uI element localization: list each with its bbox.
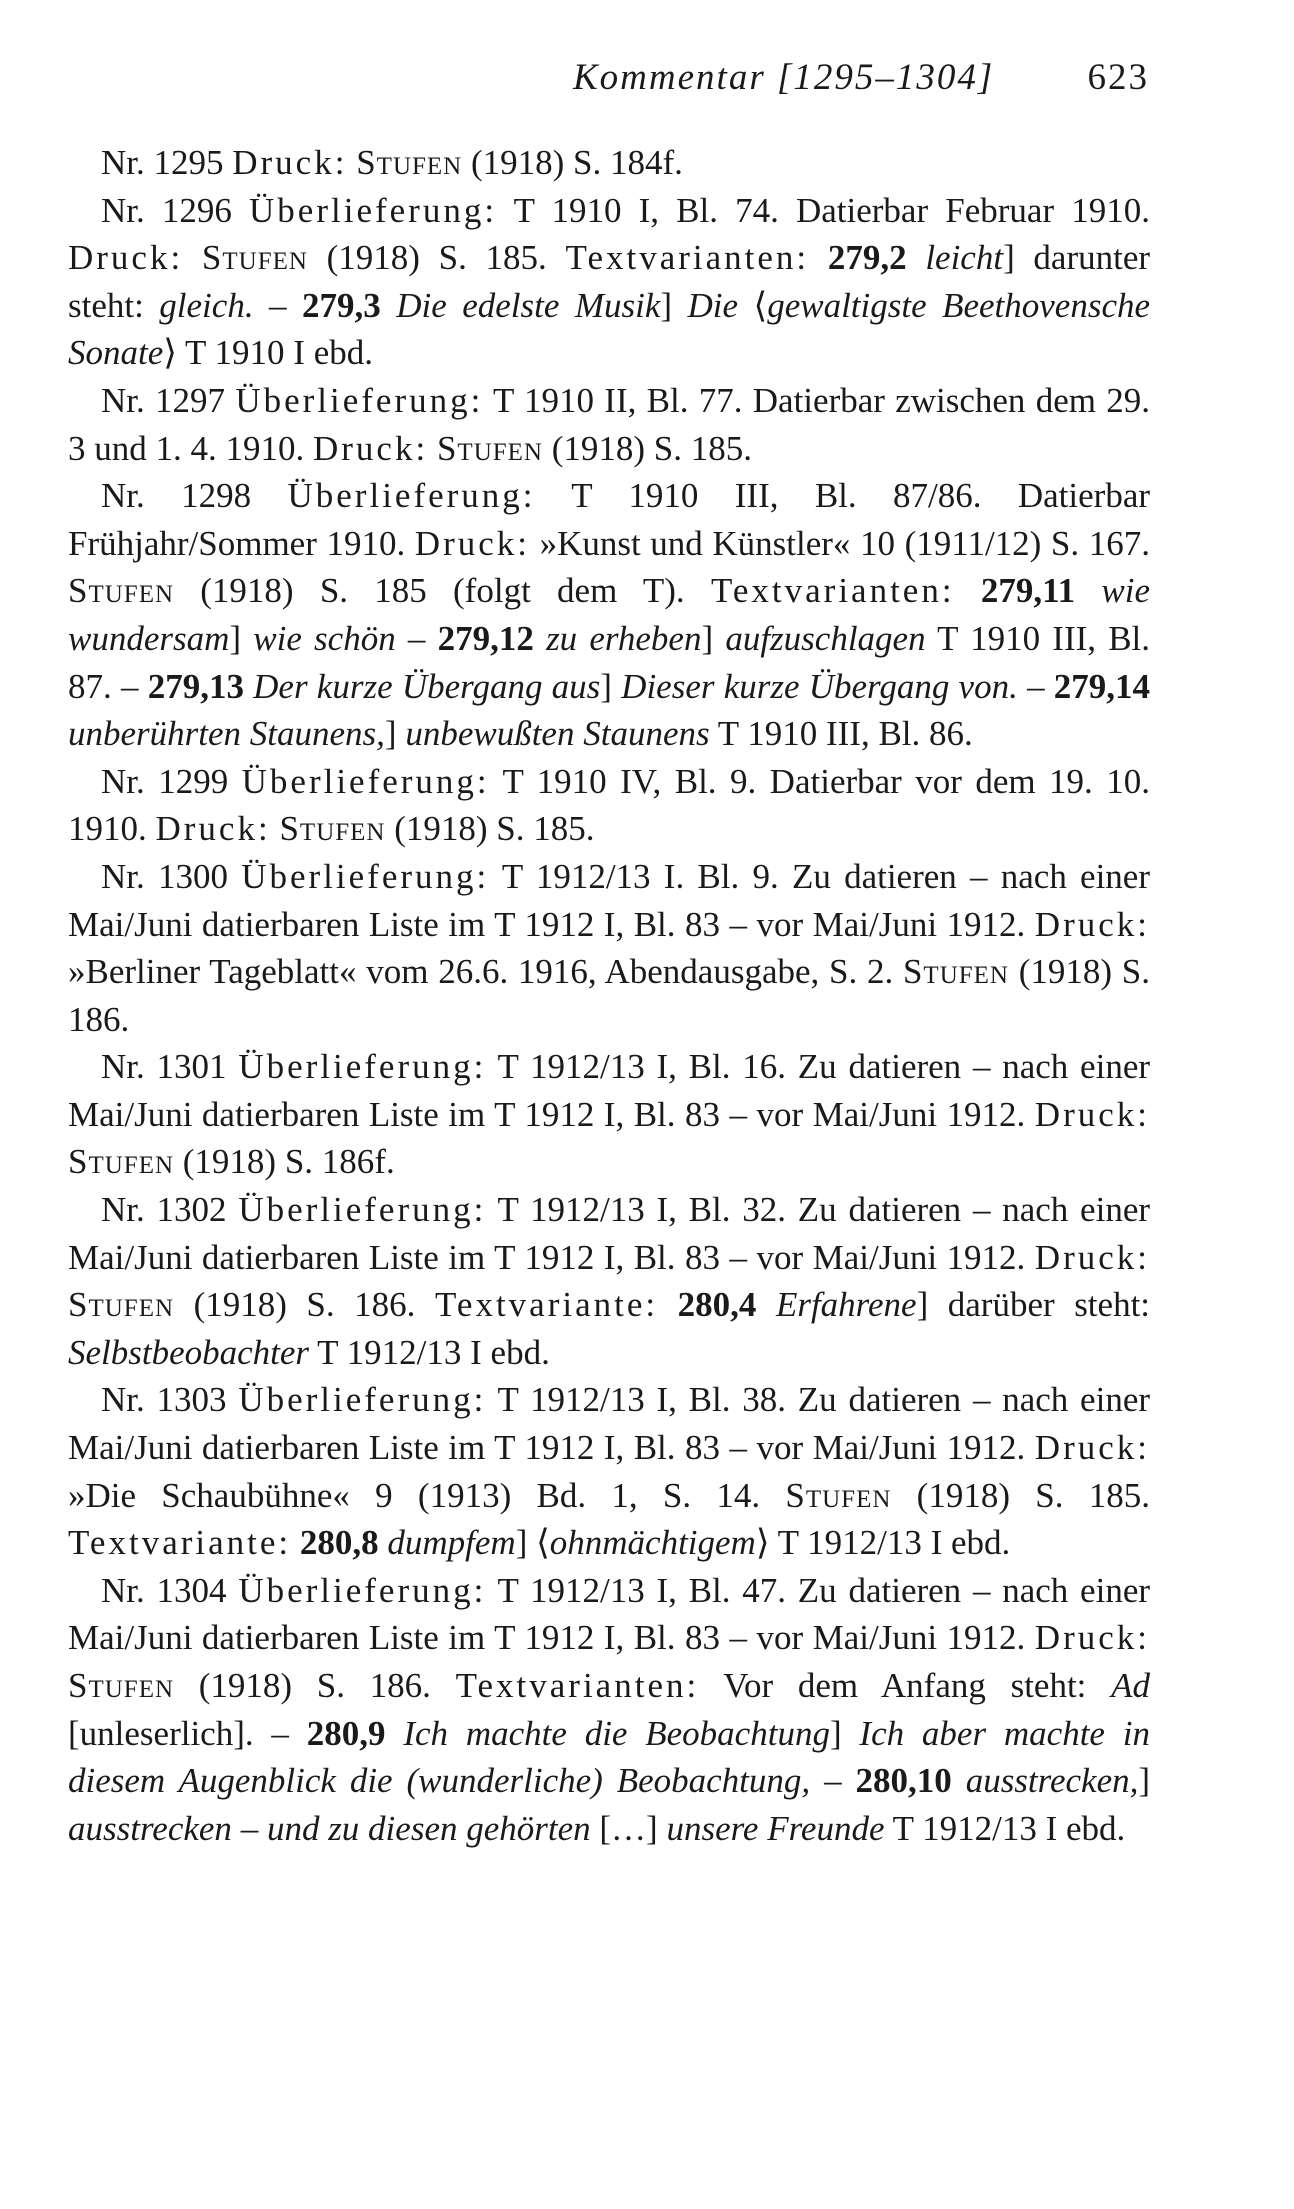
text-segment: ] (660, 285, 688, 325)
text-segment (291, 1523, 300, 1562)
text-segment: Druck: (155, 809, 271, 849)
text-segment: ] (829, 1713, 860, 1753)
text-segment: ⟩ T 1912/13 I ebd. (755, 1523, 1011, 1563)
page-number: 623 (1087, 57, 1149, 98)
text-segment: T 1912/13 I, Bl. 32. Zu datieren – nach einer Mai/Juni datierbaren Liste im T 1912 I, Bl. 83 – vor Mai/Juni 1912. (68, 1190, 1151, 1277)
text-segment: ohnmächtigem (549, 1523, 756, 1563)
text-segment: aufzuschlagen (725, 618, 926, 658)
text-segment: ] (384, 714, 406, 754)
text-segment: T 1910 III, Bl. 87. – (68, 618, 1151, 706)
commentary-entry (68, 1186, 1150, 1376)
text-segment: 279,3 (302, 285, 381, 325)
text-segment: T 1910 IV, Bl. 9. Datierbar vor dem 19. 10. 1910. (68, 761, 1151, 849)
commentary-entry (68, 1376, 1150, 1566)
text-segment: Überlieferung: (287, 476, 536, 516)
text-segment: Stufen (201, 238, 308, 278)
commentary-entry (68, 1567, 1150, 1853)
text-segment (756, 1285, 776, 1324)
text-segment (347, 143, 356, 182)
text-segment: Nr. 1301 (101, 1047, 239, 1087)
text-segment (809, 238, 828, 277)
text-segment: gleich. (159, 285, 254, 325)
text-segment: – (810, 1761, 856, 1801)
text-segment: – (1017, 666, 1054, 706)
text-segment: ] darunter steht: (68, 238, 1151, 325)
text-segment: Überlieferung: (235, 380, 484, 420)
text-segment: 280,8 (299, 1523, 379, 1563)
text-segment: wie schön (253, 618, 396, 658)
text-segment (244, 667, 253, 706)
text-segment: […] (590, 1808, 667, 1848)
text-segment (428, 429, 437, 468)
text-segment: ] (229, 618, 254, 658)
text-segment: Nr. 1297 (101, 380, 236, 420)
text-segment: – (395, 618, 438, 658)
text-segment: 279,13 (147, 666, 244, 706)
text-segment: ⟩ T 1910 I ebd. (163, 333, 373, 373)
text-segment: T 1912/13 I. Bl. 9. Zu datieren – nach einer Mai/Juni datierbaren Liste im T 1912 I, Bl. 83 – vor Mai/Juni 1912. (68, 856, 1150, 944)
text-segment: Überlieferung: (238, 1380, 487, 1420)
text-segment: Dieser kurze Übergang von. (621, 666, 1018, 706)
text-segment: ] ⟨ (515, 1523, 550, 1563)
text-segment: Textvariante: (434, 1285, 659, 1325)
text-segment (658, 1285, 678, 1324)
text-segment: T 1910 III, Bl. 86. (709, 714, 973, 754)
text-segment: 280,4 (677, 1285, 757, 1325)
text-segment (386, 1714, 404, 1753)
text-segment: »Berliner Tageblatt« vom 26.6. 1916, Abendausgabe, S. 2. (68, 952, 903, 992)
running-title: Kommentar [1295–1304] (573, 57, 995, 98)
text-segment: Ich aber machte in diesem Augenblick die (wunderliche) Beobachtung, (68, 1713, 1150, 1801)
text-segment: T 1912/13 I, Bl. 16. Zu datieren – nach einer Mai/Juni datierbaren Liste im T 1912 I, Bl. 83 – vor Mai/Juni 1912. (68, 1047, 1151, 1134)
text-segment: [unleserlich]. – (68, 1713, 307, 1753)
commentary-entry (68, 758, 1150, 853)
text-segment: T 1912/13 I, Bl. 47. Zu datieren – nach einer Mai/Juni datierbaren Liste im T 1912 I, Bl. 83 – vor Mai/Juni 1912. (68, 1570, 1151, 1658)
text-segment: Nr. 1300 (101, 856, 242, 896)
text-segment: Nr. 1299 (101, 761, 242, 801)
text-segment: Nr. 1298 (101, 476, 288, 516)
commentary-entry (68, 1043, 1150, 1186)
text-segment: unbewußten Staunens (405, 714, 710, 754)
text-segment: Textvarianten: (710, 571, 955, 611)
text-segment: leicht (925, 238, 1004, 278)
text-segment (183, 238, 202, 277)
text-segment: Druck: (1034, 1428, 1150, 1468)
text-segment: Stufen (436, 428, 543, 468)
text-segment: Stufen (68, 1285, 175, 1325)
text-segment: ausstrecken, (965, 1761, 1139, 1801)
text-segment: Stufen (279, 809, 386, 849)
text-segment: Überlieferung: (238, 1190, 487, 1230)
text-segment: (1918) S. 186. (174, 1666, 456, 1705)
text-segment: T 1912/13 I ebd. (309, 1332, 550, 1372)
text-segment: Druck: (1034, 1618, 1150, 1658)
text-segment: 279,2 (827, 238, 907, 278)
text-segment: (1918) S. 186. (68, 952, 1151, 1039)
text-segment: Überlieferung: (238, 1047, 487, 1087)
text-segment: Nr. 1304 (101, 1570, 239, 1610)
text-segment: »Die Schaubühne« 9 (1913) Bd. 1, S. 14. (68, 1475, 786, 1515)
commentary-body (68, 139, 1150, 1852)
text-segment: – (231, 1808, 267, 1848)
text-segment: Nr. 1296 (101, 190, 250, 230)
text-segment (955, 571, 981, 610)
text-segment: Druck: (1034, 904, 1150, 944)
text-segment: Selbstbeobachter (68, 1332, 310, 1372)
text-segment: (1918) S. 184f. (462, 143, 683, 182)
text-segment: (1918) S. 186. (174, 1285, 435, 1325)
text-segment: – (253, 285, 303, 325)
text-segment: Textvariante: (68, 1523, 292, 1563)
text-segment: dumpfem (387, 1523, 516, 1563)
text-segment: Druck: (1034, 1237, 1150, 1277)
commentary-entry (68, 853, 1150, 1043)
text-segment: Ad (1111, 1666, 1150, 1705)
text-segment: (1918) S. 185. (307, 238, 566, 278)
text-segment: (1918) S. 185. (385, 809, 595, 849)
text-segment: Nr. 1302 (101, 1190, 239, 1230)
text-segment: Druck: (414, 523, 530, 563)
text-segment: Überlieferung: (249, 190, 498, 230)
text-segment: (1918) S. 185. (542, 428, 753, 468)
text-segment: 279,12 (437, 618, 534, 658)
text-segment (534, 619, 546, 658)
text-segment: gewaltigste Beethovensche Sonate (68, 285, 1151, 373)
running-header (0, 56, 1294, 116)
text-segment: wie wundersam (68, 571, 1151, 658)
text-segment: Ich machte die Beobachtung (403, 1713, 830, 1753)
text-segment: T 1912/13 I ebd. (884, 1808, 1126, 1848)
text-segment: Nr. 1295 (101, 143, 233, 182)
text-segment: (1918) S. 185 (folgt dem T). (174, 571, 711, 611)
text-segment: Druck: (1034, 1094, 1150, 1134)
text-segment: Der kurze Übergang aus (253, 666, 601, 706)
text-segment: Textvarianten: (455, 1666, 700, 1705)
text-segment: 279,11 (980, 571, 1076, 611)
text-segment: 279,14 (1053, 666, 1151, 706)
text-segment: T 1912/13 I, Bl. 38. Zu datieren – nach einer Mai/Juni datierbaren Liste im T 1912 I, Bl. 83 – vor Mai/Juni 1912. (68, 1380, 1151, 1468)
commentary-entry (68, 377, 1150, 472)
text-segment: ] (600, 666, 622, 706)
text-segment: ] (701, 618, 726, 658)
text-segment: Überlieferung: (241, 856, 490, 896)
text-segment: T 1910 II, Bl. 77. Datierbar zwischen dem 29. 3 und 1. 4. 1910. (68, 380, 1150, 468)
commentary-entry (68, 139, 1150, 187)
text-segment: Vor dem Anfang steht: (699, 1666, 1112, 1705)
text-segment (907, 238, 926, 277)
text-segment: Die (687, 285, 739, 325)
text-segment: ⟨ (738, 285, 768, 325)
text-segment: ] darüber steht: (916, 1285, 1151, 1325)
commentary-entry (68, 187, 1150, 377)
text-segment (1075, 571, 1101, 610)
text-segment: Textvarianten: (565, 238, 810, 278)
text-segment: (1918) S. 185. (891, 1475, 1150, 1515)
text-segment: Stufen (902, 952, 1009, 992)
text-segment: 280,9 (306, 1713, 386, 1753)
text-segment: Stufen (356, 143, 463, 182)
text-segment: T 1910 I, Bl. 74. Datierbar Februar 1910. (497, 190, 1150, 230)
text-segment: Stufen (785, 1475, 892, 1515)
text-segment: zu erheben (546, 618, 702, 658)
text-segment: 280,10 (855, 1761, 952, 1801)
text-segment: T 1910 III, Bl. 87/86. Datierbar Frühjahr/Sommer 1910. (68, 476, 1151, 563)
commentary-entry (68, 472, 1150, 758)
text-segment: und zu diesen gehörten (266, 1808, 591, 1848)
text-segment: Stufen (68, 1142, 175, 1182)
text-segment: unsere Freunde (666, 1808, 885, 1848)
text-segment: Stufen (68, 571, 175, 611)
text-segment: Die edelste Musik (396, 285, 661, 325)
text-segment: unberührten Staunens, (68, 714, 385, 754)
text-segment: ausstrecken (68, 1808, 232, 1848)
text-segment: Druck: (313, 428, 429, 468)
text-segment: Stufen (68, 1666, 175, 1705)
text-segment: »Kunst und Künstler« 10 (1911/12) S. 167. (530, 523, 1150, 563)
text-segment: ] (1138, 1761, 1151, 1801)
text-segment: (1918) S. 186f. (174, 1142, 395, 1182)
text-segment: Druck: (68, 238, 184, 278)
text-segment: Druck: (232, 143, 348, 182)
text-segment: Nr. 1303 (101, 1380, 239, 1420)
text-segment (952, 1761, 966, 1800)
text-segment (381, 286, 396, 325)
text-segment: Überlieferung: (241, 761, 490, 801)
text-segment: Überlieferung: (238, 1570, 487, 1610)
text-segment: Erfahrene (775, 1285, 917, 1325)
